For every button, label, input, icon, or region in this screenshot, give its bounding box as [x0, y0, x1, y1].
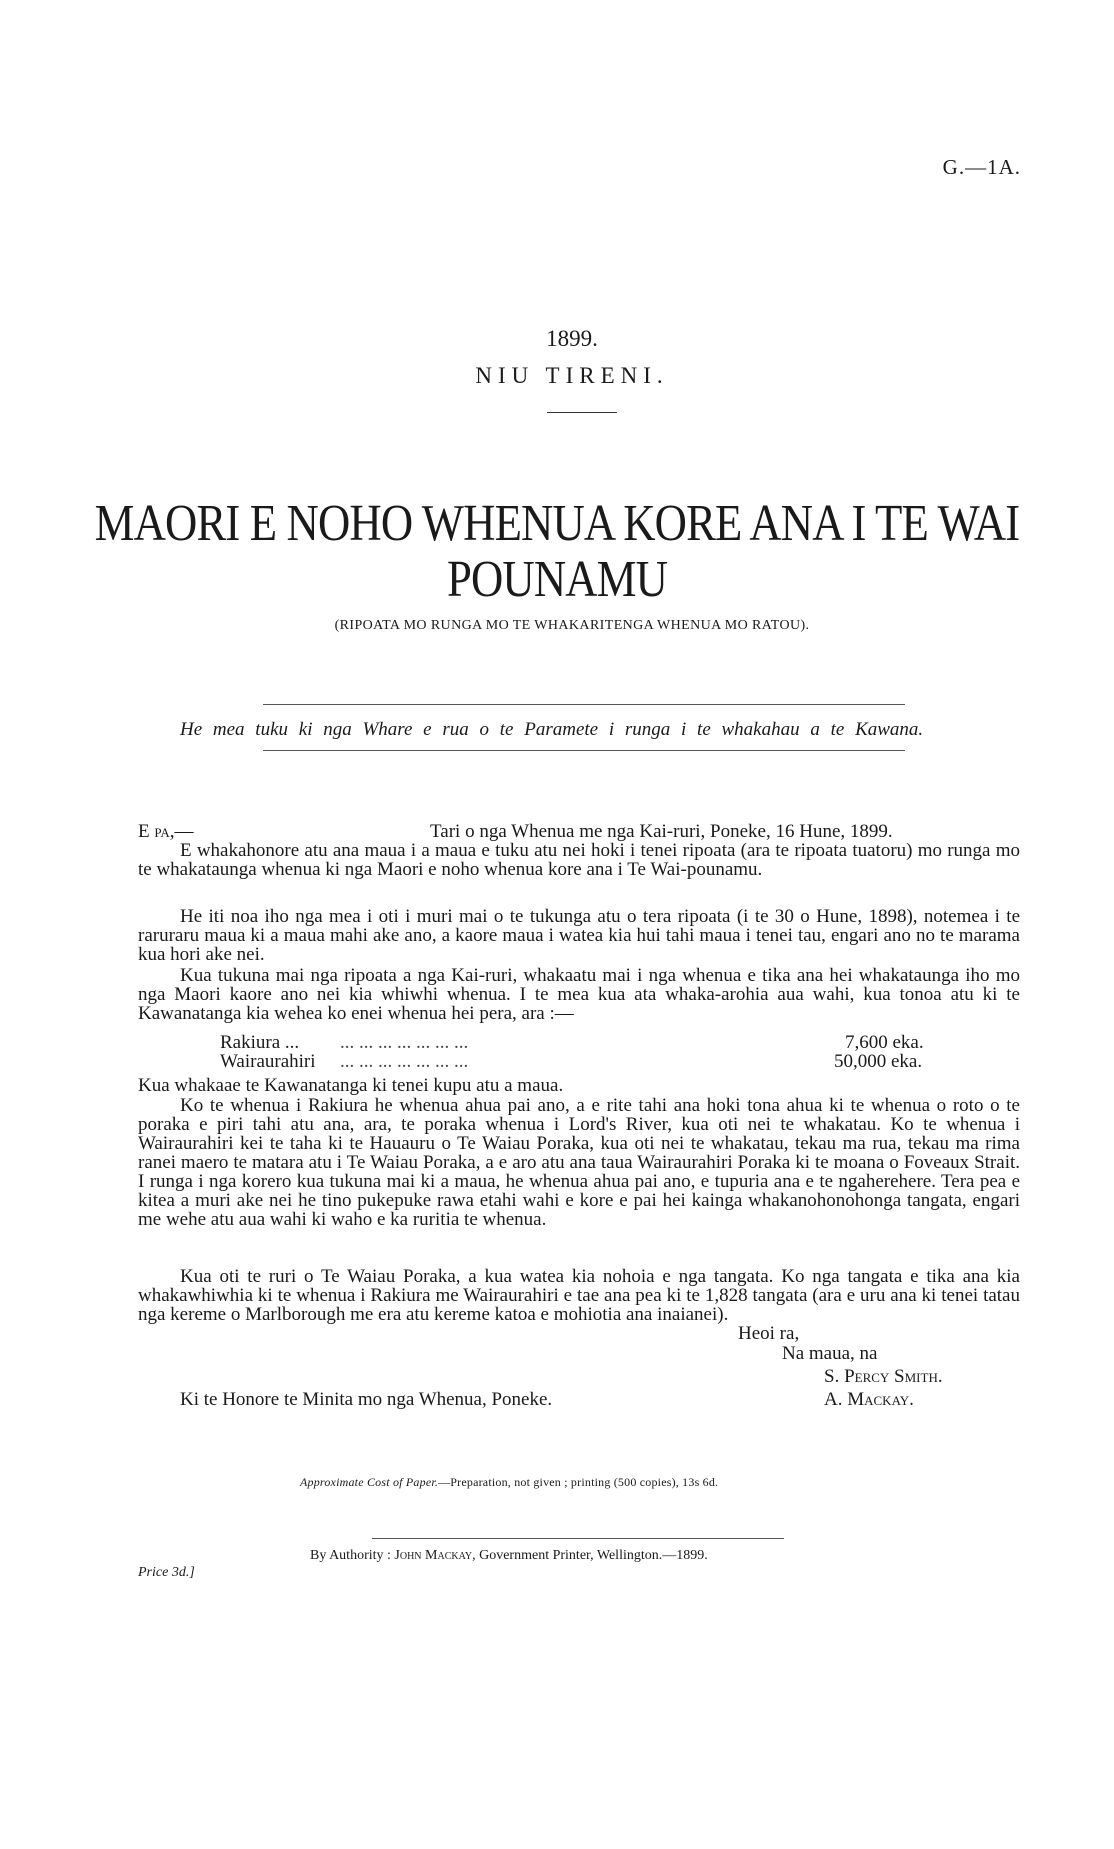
paragraph-1: E whakahonore atu ana maua i a maua e tuku atu nei hoki i tenei ripoata (ara te ripoata tuatoru) mo runga mo te whakataunga whenua ki nga Maori e noho whenua kore ana i Te Wai-pounamu. [138, 840, 1020, 880]
cost-note [300, 1475, 718, 1490]
dateline: Tari o nga Whenua me nga Kai-ruri, Poneke, 16 Hune, 1899. [430, 821, 893, 842]
main-title-line-1: MAORI E NOHO WHENUA KORE ANA I TE WAI [94, 495, 1020, 552]
bottom-rule [263, 750, 905, 751]
authority-prefix: By Authority : [310, 1548, 391, 1563]
top-rule [263, 704, 905, 705]
subtitle: (RIPOATA MO RUNGA MO TE WHAKARITENGA WHENUA MO RATOU). [334, 618, 810, 633]
leader-dots: ... ... ... ... ... ... ... [340, 1051, 469, 1072]
signer-mackay: A. Mackay. [824, 1389, 914, 1410]
footer-rule [372, 1538, 784, 1539]
area-value-wairaurahiri: 50,000 eka. [834, 1051, 923, 1072]
addressee: Ki te Honore te Minita mo nga Whenua, Poneke. [180, 1389, 553, 1410]
salutation: E pa,— [138, 821, 194, 842]
signer-smith: S. Percy Smith. [824, 1366, 943, 1387]
area-value-rakiura: 7,600 eka. [845, 1032, 924, 1053]
price: Price 3d.] [138, 1565, 195, 1580]
area-name-wairaurahiri: Wairaurahiri [220, 1051, 316, 1072]
year: 1899. [546, 326, 598, 351]
leader-dots: ... ... ... ... ... ... ... [340, 1032, 469, 1053]
page-reference: G.—1A. [942, 155, 1021, 179]
paragraph-2: He iti noa iho nga mea i oti i muri mai o te tukunga atu o tera ripoata (i te 30 o Hune, 1898), notemea i te raruraru maua ki a maua mahi ake ano, a kaore maua i watea kia hui tahi maua i tenei tau, engari ano no te marama kua hori ake nei. [138, 906, 1020, 965]
presentation-note: He mea tuku ki nga Whare e rua o te Paramete i runga i te whakahau a te Kawana. [180, 719, 924, 740]
main-title-line-2: POUNAMU [446, 551, 668, 608]
cost-label: Approximate Cost of Paper. [300, 1475, 439, 1489]
short-divider [547, 412, 617, 413]
signoff: Na maua, na [782, 1343, 878, 1364]
closing: Heoi ra, [738, 1323, 800, 1344]
area-name-rakiura: Rakiura ... [220, 1032, 300, 1053]
paragraph-4: Kua whakaae te Kawanatanga ki tenei kupu atu a maua. [138, 1075, 564, 1096]
cost-text: —Preparation, not given ; printing (500 copies), 13s 6d. [438, 1475, 719, 1489]
printer-line [310, 1548, 708, 1564]
paragraph-3: Kua tukuna mai nga ripoata a nga Kai-ruri, whakaatu mai i nga whenua e tika ana hei whakataunga iho mo nga Maori kaore ano nei kia whiwhi whenua. I te mea kua ata whaka-arohia aua wahi, kua tonoa atu ki te Kawanatanga kia wehea ko enei whenua hei pera, ara :— [138, 965, 1020, 1024]
printer-details: Government Printer, Wellington.—1899. [479, 1548, 708, 1563]
printer-name: John Mackay, [394, 1548, 476, 1563]
paragraph-5: Ko te whenua i Rakiura he whenua ahua pai ano, a e rite tahi ana hoki tona ahua ki te whenua o roto o te poraka e piri tahi atu ana, ara, te poraka whenua i Lord's River, kua oti nei te whakatau. Ko te whenua i Wairaurahiri kei te taha ki te Hauauru o Te Waiau Poraka, kua oti nei te whakatau, tekau ma rua, tekau ma rima ranei maero te matara atu i Te Waiau Poraka, a e aro atu ana taua Wairaurahiri Poraka ki te moana o Foveaux Strait. I runga i nga korero kua tukuna mai ki a maua, he whenua ahua pai ano, e tupuria ana e te ngaherehere. Tera pea e kitea a muri ake nei he tino pukepuke rawa etahi wahi e kore e pai hei kainga whakanohonohonga tangata, engari me wehe atu aua wahi ki waho e ka ruritia te whenua. [138, 1095, 1020, 1230]
country-heading: NIU TIRENI. [475, 363, 669, 388]
paragraph-6: Kua oti te ruri o Te Waiau Poraka, a kua watea kia nohoia e nga tangata. Ko nga tangata e tika ana kia whakawhiwhia ki te whenua i Rakiura me Wairaurahiri e tae ana pea ki te 1,828 tangata (ara e uru ana ki tenei tatau nga kereme o Marlborough me era atu kereme katoa e mohiotia ana inaianei). [138, 1266, 1020, 1325]
